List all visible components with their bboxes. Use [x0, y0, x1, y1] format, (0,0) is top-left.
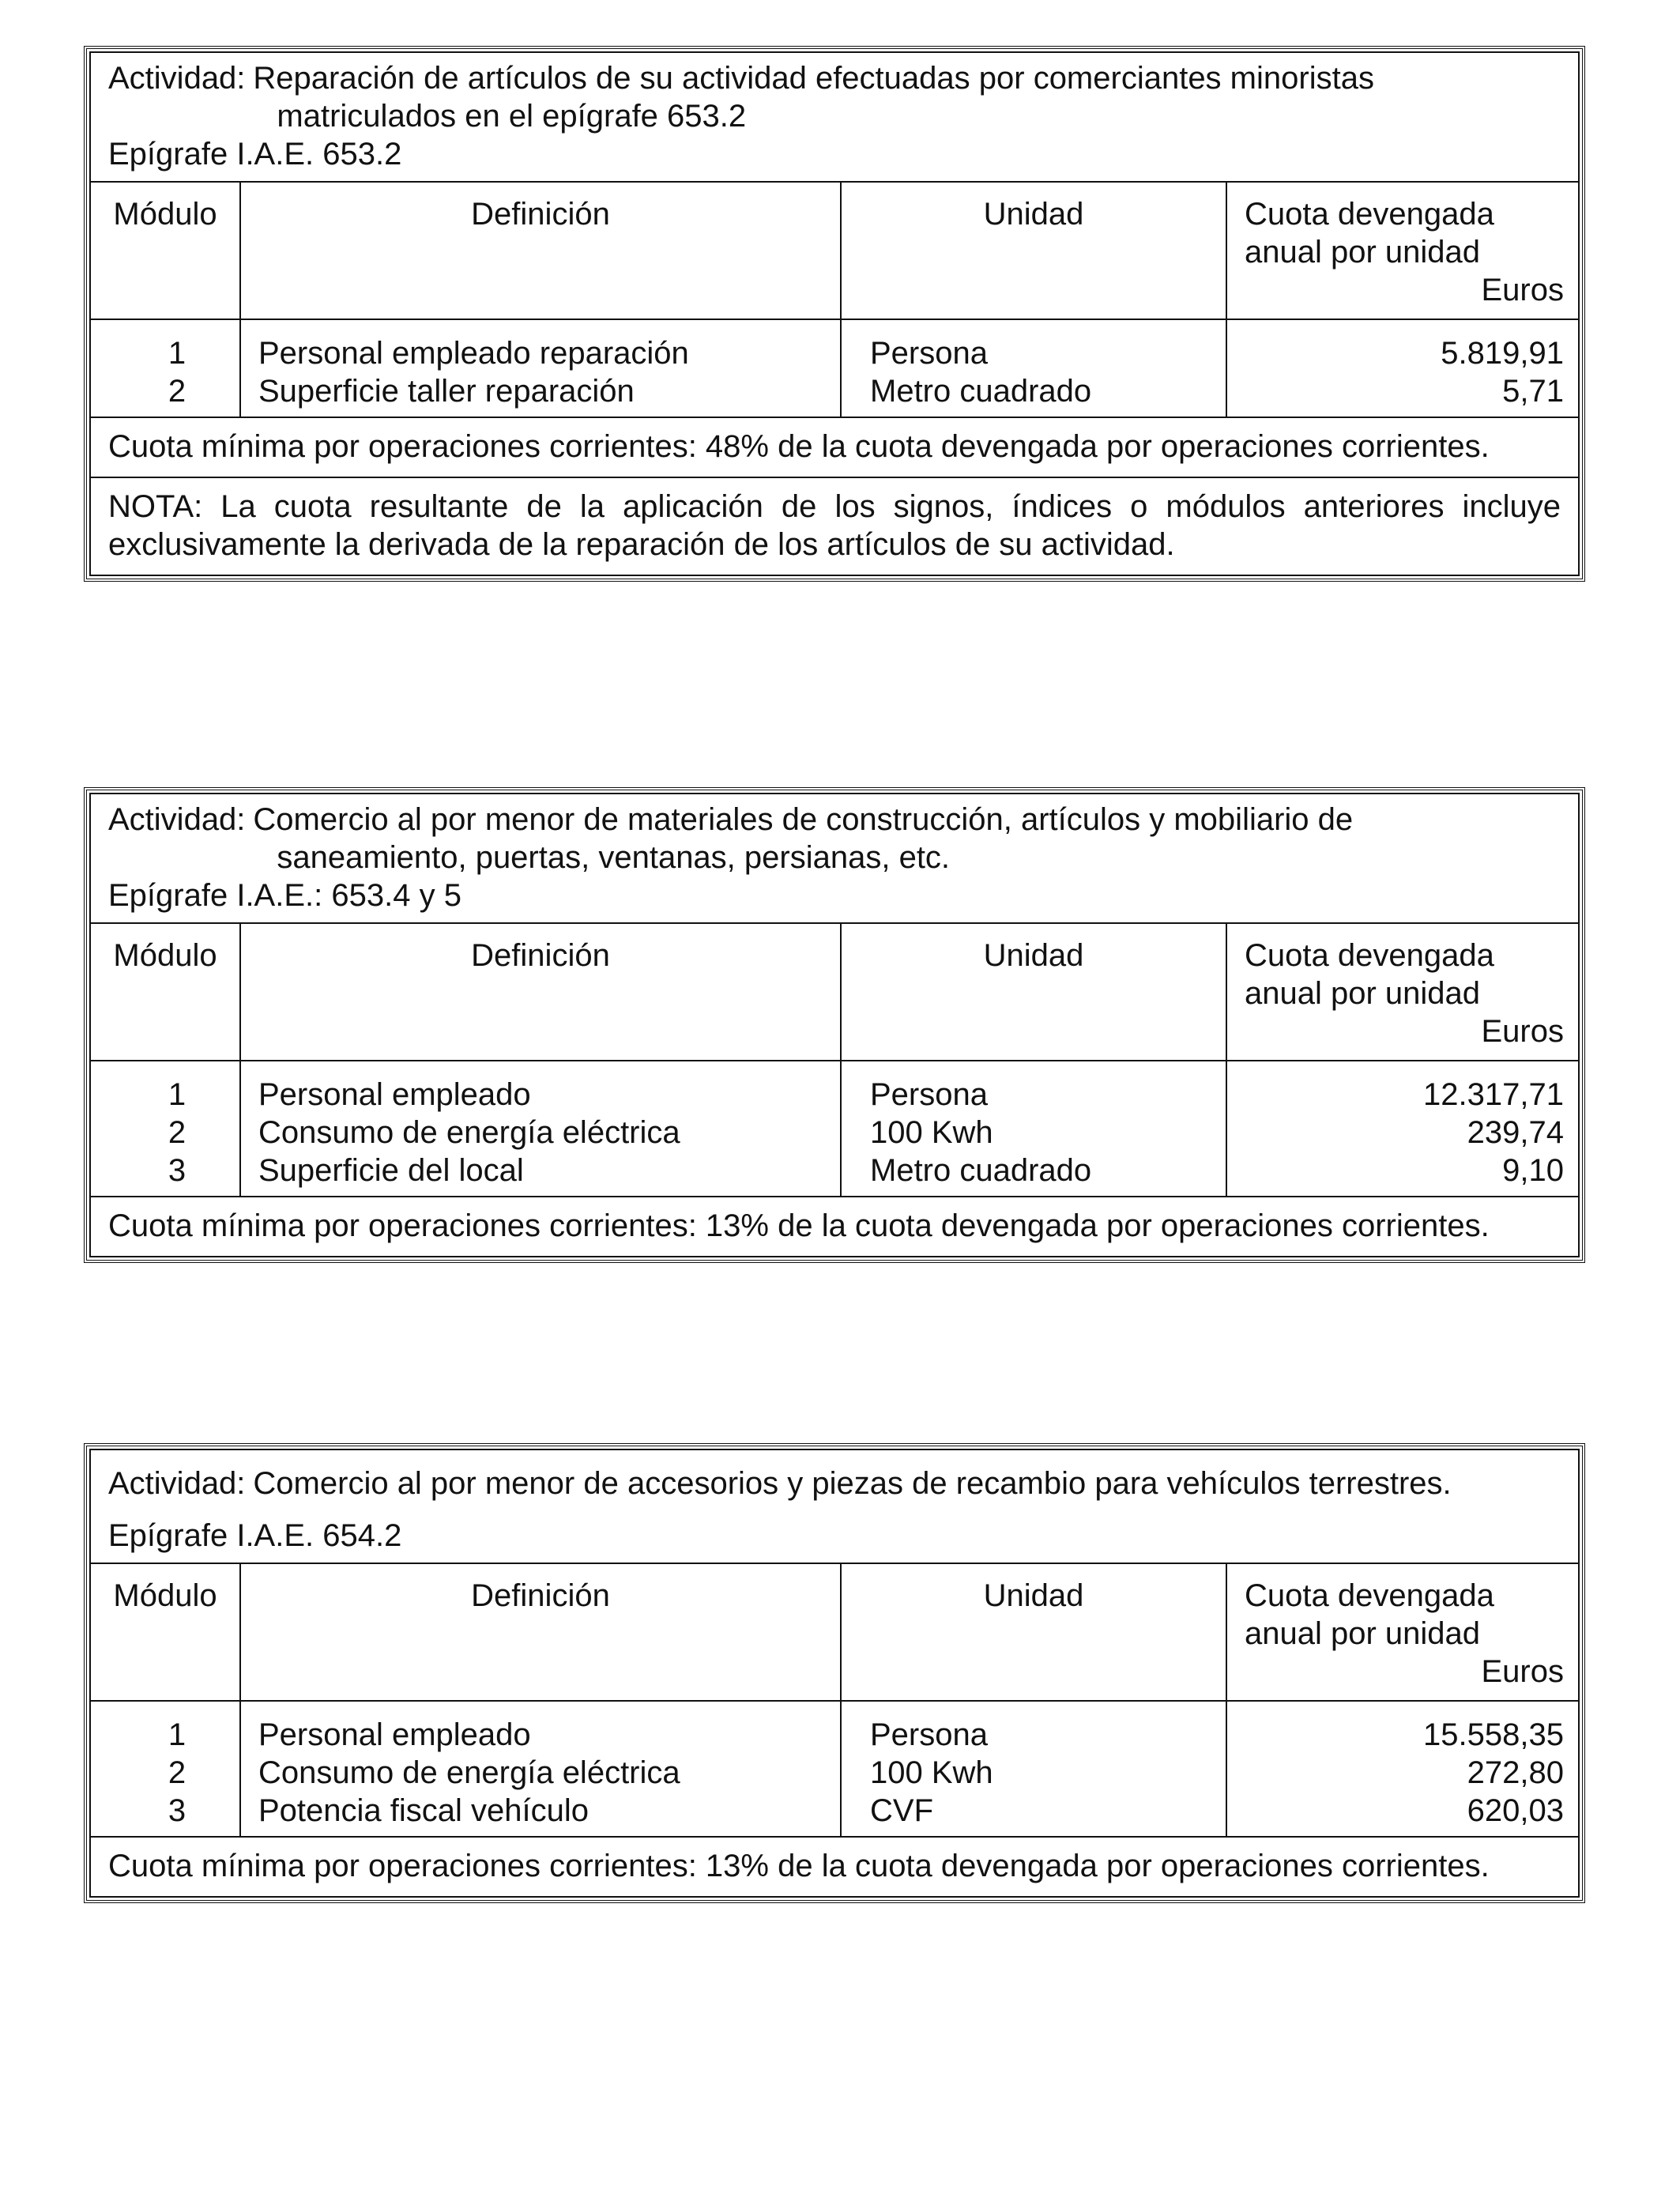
unidad-value: Metro cuadrado: [870, 1153, 1092, 1188]
definicion-cell: [239, 1702, 840, 1836]
cuota-value: 15.558,35: [1423, 1717, 1564, 1752]
column-headers: [91, 183, 1578, 320]
col-cuota-line2: anual por unidad: [1245, 1616, 1481, 1651]
cuota-minima: Cuota mínima por operaciones corrientes: 13% de la cuota devengada por operaciones corrientes.: [91, 1196, 1578, 1256]
table-rows: [91, 1702, 1578, 1836]
modulo-value: 2: [168, 1115, 186, 1150]
activity-header: [91, 794, 1578, 924]
modulo-value: 2: [168, 1755, 186, 1790]
table-rows: [91, 320, 1578, 417]
cuota-value: 12.317,71: [1423, 1077, 1564, 1112]
definicion-value: Personal empleado: [258, 1077, 531, 1112]
col-cuota: [1226, 924, 1578, 1060]
cuota-value: 239,74: [1467, 1115, 1564, 1150]
epigrafe: Epígrafe I.A.E.: 653.4 y 5: [108, 878, 461, 913]
col-cuota-line1: Cuota devengada: [1245, 1578, 1494, 1613]
modulo-value: 1: [168, 336, 186, 371]
activity-description: [245, 1465, 1561, 1502]
col-unidad: Unidad: [840, 1564, 1226, 1700]
module-table-653-2: [84, 46, 1585, 582]
col-cuota-unit: Euros: [1481, 1014, 1564, 1049]
col-cuota: [1226, 1564, 1578, 1700]
unidad-cell: [840, 1061, 1226, 1196]
unidad-value: Metro cuadrado: [870, 374, 1092, 409]
activity-line-1: Comercio al por menor de materiales de construcción, artículos y mobiliario de: [253, 802, 1354, 837]
cuota-cell: [1226, 1702, 1578, 1836]
col-cuota-line2: anual por unidad: [1245, 976, 1481, 1011]
definicion-value: Potencia fiscal vehículo: [258, 1793, 590, 1828]
cuota-value: 9,10: [1502, 1153, 1564, 1188]
column-headers: [91, 1564, 1578, 1702]
unidad-value: Persona: [870, 1717, 988, 1752]
activity-header: [91, 53, 1578, 183]
definicion-value: Superficie del local: [258, 1153, 524, 1188]
cuota-cell: [1226, 1061, 1578, 1196]
col-definicion: Definición: [239, 924, 840, 1060]
unidad-cell: [840, 1702, 1226, 1836]
table-rows: [91, 1061, 1578, 1196]
definicion-value: Consumo de energía eléctrica: [258, 1755, 680, 1790]
activity-label: Actividad:: [108, 1466, 246, 1501]
modulo-cell: [91, 1061, 239, 1196]
col-cuota: [1226, 183, 1578, 319]
col-cuota-line1: Cuota devengada: [1245, 197, 1494, 232]
modulo-value: 3: [168, 1153, 186, 1188]
cuota-cell: [1226, 320, 1578, 417]
modulo-value: 2: [168, 374, 186, 409]
column-headers: [91, 924, 1578, 1061]
modulo-value: 3: [168, 1793, 186, 1828]
unidad-value: Persona: [870, 336, 988, 371]
definicion-value: Personal empleado reparación: [258, 336, 689, 371]
definicion-value: Superficie taller reparación: [258, 374, 635, 409]
activity-label: Actividad:: [108, 61, 246, 96]
modulo-value: 1: [168, 1717, 186, 1752]
activity-line-2: matriculados en el epígrafe 653.2: [277, 99, 747, 134]
cuota-minima: Cuota mínima por operaciones corrientes: 13% de la cuota devengada por operaciones corrientes.: [91, 1836, 1578, 1896]
unidad-value: CVF: [870, 1793, 933, 1828]
col-cuota-line2: anual por unidad: [1245, 235, 1481, 270]
unidad-value: Persona: [870, 1077, 988, 1112]
module-table-653-4-5: [84, 787, 1585, 1263]
activity-line-1: Comercio al por menor de accesorios y piezas de recambio para vehículos terrestres.: [253, 1466, 1452, 1501]
definicion-value: Personal empleado: [258, 1717, 531, 1752]
col-unidad: Unidad: [840, 183, 1226, 319]
activity-description: [245, 59, 1561, 135]
col-cuota-line1: Cuota devengada: [1245, 938, 1494, 973]
cuota-value: 272,80: [1467, 1755, 1564, 1790]
cuota-value: 5.819,91: [1441, 336, 1564, 371]
cuota-minima: Cuota mínima por operaciones corrientes: 48% de la cuota devengada por operaciones corrientes.: [91, 417, 1578, 477]
activity-header: [91, 1450, 1578, 1564]
activity-line-1: Reparación de artículos de su actividad efectuadas por comerciantes minoristas: [253, 61, 1374, 96]
modulo-cell: [91, 320, 239, 417]
activity-label: Actividad:: [108, 802, 246, 837]
unidad-value: 100 Kwh: [870, 1115, 993, 1150]
col-cuota-unit: Euros: [1481, 1654, 1564, 1689]
col-definicion: Definición: [239, 183, 840, 319]
epigrafe: Epígrafe I.A.E. 653.2: [108, 137, 402, 172]
definicion-cell: [239, 320, 840, 417]
nota: NOTA: La cuota resultante de la aplicación de los signos, índices o módulos anteriores incluye exclusivamente la derivada de la reparación de los artículos de su actividad.: [91, 477, 1578, 575]
unidad-cell: [840, 320, 1226, 417]
col-modulo: Módulo: [113, 1578, 217, 1613]
epigrafe: Epígrafe I.A.E. 654.2: [108, 1518, 402, 1553]
col-unidad: Unidad: [840, 924, 1226, 1060]
cuota-value: 620,03: [1467, 1793, 1564, 1828]
activity-line-2: saneamiento, puertas, ventanas, persianas, etc.: [277, 840, 951, 875]
col-cuota-unit: Euros: [1481, 273, 1564, 307]
modulo-cell: [91, 1702, 239, 1836]
definicion-cell: [239, 1061, 840, 1196]
activity-description: [245, 801, 1561, 876]
col-definicion: Definición: [239, 1564, 840, 1700]
col-modulo: Módulo: [113, 938, 217, 973]
modulo-value: 1: [168, 1077, 186, 1112]
definicion-value: Consumo de energía eléctrica: [258, 1115, 680, 1150]
unidad-value: 100 Kwh: [870, 1755, 993, 1790]
module-table-654-2: [84, 1443, 1585, 1903]
col-modulo: Módulo: [113, 197, 217, 232]
cuota-value: 5,71: [1502, 374, 1564, 409]
